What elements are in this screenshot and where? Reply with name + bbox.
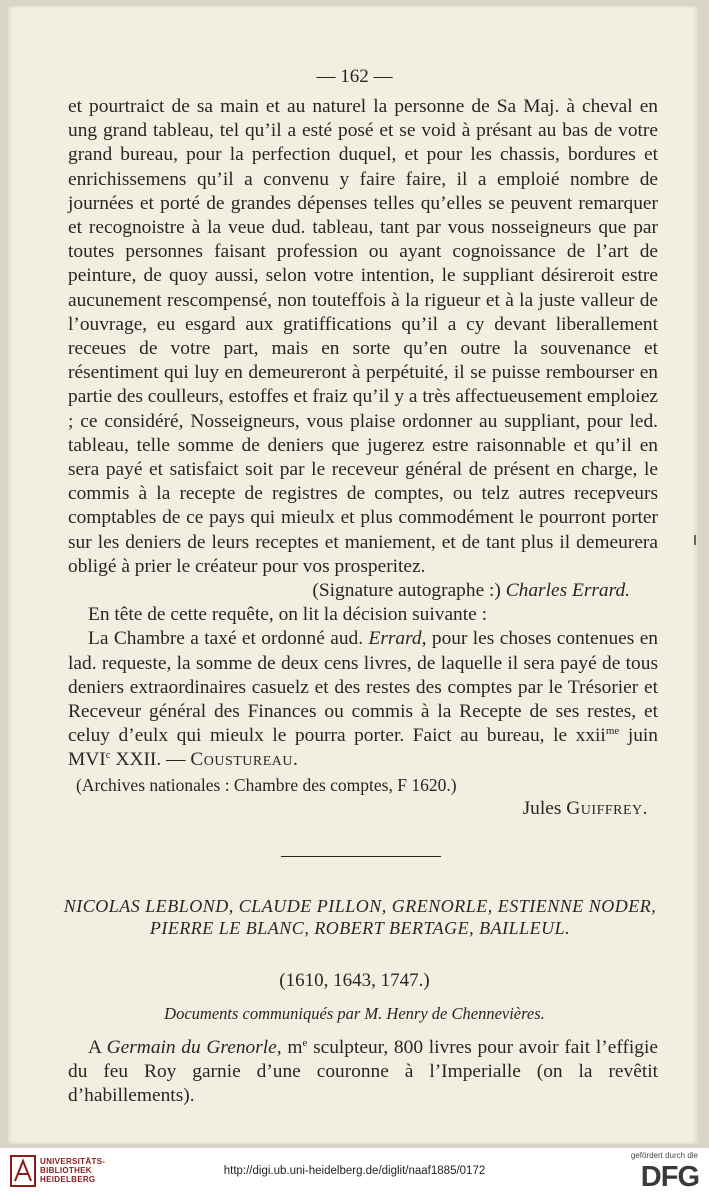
permalink-url[interactable]: http://digi.ub.uni-heidelberg.de/diglit/naaf1885/0172 bbox=[223, 1165, 486, 1177]
signature-line bbox=[68, 579, 658, 603]
library-name-line2: BIBLIOTHEK bbox=[40, 1166, 92, 1175]
decision-text-start: La Chambre a taxé et ordonné aud. bbox=[88, 628, 364, 650]
digitization-footer bbox=[0, 1148, 709, 1197]
dfg-logo[interactable]: DFG bbox=[640, 1161, 699, 1193]
superscript-me: me bbox=[605, 725, 620, 738]
body-text bbox=[68, 95, 658, 821]
decision-paragraph bbox=[68, 627, 658, 772]
signature-name: Charles Errard. bbox=[505, 580, 630, 602]
section-dates: (1610, 1643, 1747.) bbox=[279, 970, 430, 991]
archive-reference: (Archives nationales : Chambre des comptes, F 1620.) bbox=[76, 774, 457, 795]
library-name-line3: HEIDELBERG bbox=[40, 1175, 96, 1184]
decision-year: XXII. — bbox=[115, 749, 191, 771]
signature-prefix: (Signature autographe :) bbox=[312, 580, 501, 602]
section-byline: Documents communiqués par M. Henry de Chennevières. bbox=[164, 1004, 545, 1023]
page-number: — 162 — bbox=[316, 66, 393, 87]
superscript-c: c bbox=[105, 749, 111, 762]
author-signature bbox=[68, 797, 658, 821]
author-first-name: Jules bbox=[522, 797, 562, 819]
intro-m: m bbox=[287, 1037, 303, 1058]
intro-lead: A bbox=[88, 1037, 101, 1058]
library-name-line1: UNIVERSITÄTS- bbox=[40, 1157, 106, 1166]
section-intro-paragraph bbox=[68, 1036, 658, 1109]
funding-caption: gefördert durch die bbox=[630, 1151, 698, 1160]
section-divider bbox=[281, 856, 441, 857]
decision-signatory: Coustureau. bbox=[190, 749, 299, 771]
decision-date: juin MVI bbox=[68, 725, 658, 771]
intro-name: Germain du Grenorle, bbox=[106, 1037, 282, 1058]
section-heading: NICOLAS LEBLOND, CLAUDE PILLON, GRENORLE, ESTIENNE NODER, PIERRE LE BLANC, ROBERT BERTAGE, BAILLEUL. bbox=[63, 896, 657, 938]
decision-text-middle: pour les choses contenues en lad. requeste, la somme de deux cens livres, de laquelle il sera payé de tous deniers extraordinaires casuelz et des restes des comptes par le Trésorier et Receveur général des Finances ou commis à la Recepte de ses restes, et celuy d’eulx qui mieulx le pourra porter. Faict au bureau, le xxii bbox=[68, 628, 658, 747]
intro-superscript-e: e bbox=[302, 1037, 308, 1049]
decision-name: Errard, bbox=[368, 628, 427, 650]
petition-paragraph: et pourtraict de sa main et au naturel la personne de Sa Maj. à cheval en ung grand tableau, tel qu’il a esté posé et se void à présant au bas de votre grand bureau, pour la perfection duquel, et pour les chassis, bordures et enrichissemens qu’il a convenu y faire faire, il a emploié nombre de journées et porté de grandes dépenses telles qu’elles se peuvent remarquer et recognoistre à la veue dud. tableau, tant par vous nosseigneurs que par toutes personnes faisant profession ou ayant cognoissance de l’art de peinture, de quoy aussi, selon votre intention, le suppliant désireroit estre aucunement rescompensé, non touteffois à la rigueur et à la juste valleur de l’ouvrage, eu esgard aux gratiffications qu’il a cy devant liberallement receues de votre part, mais en sorte qu’en outre la souvenance et résentiment qui luy en demeureront à perpétuité, il se puisse rembourser en partie des coulleurs, estoffes et fraiz qu’il y a très affectueusement emploiez ; ce considéré, Nosseigneurs, vous plaise ordonner au suppliant, pour led. tableau, telle somme de deniers que jugerez estre raisonnable et qu’il en sera payé et satisfaict soit par le receveur général de présent en charge, le commis à la recepte de registres de comptes, ou telz autres recepveurs comptables de ce pays qui mieulx et plus commodément le pourront porter sur les deniers de leurs receptes et maniement, et de tant plus il demeurera obligé à prier le créateur pour vos prosperitez. bbox=[68, 96, 658, 577]
decision-intro: En tête de cette requête, on lit la décision suivante : bbox=[88, 604, 487, 626]
margin-mark bbox=[694, 535, 696, 545]
intro-rest: sculpteur, 800 livres pour avoir fait l’effigie du feu Roy garnie d’une couronne à l’Imperialle (on la revêtit d’habillements). bbox=[68, 1037, 658, 1107]
author-last-name: Guiffrey. bbox=[566, 797, 648, 819]
